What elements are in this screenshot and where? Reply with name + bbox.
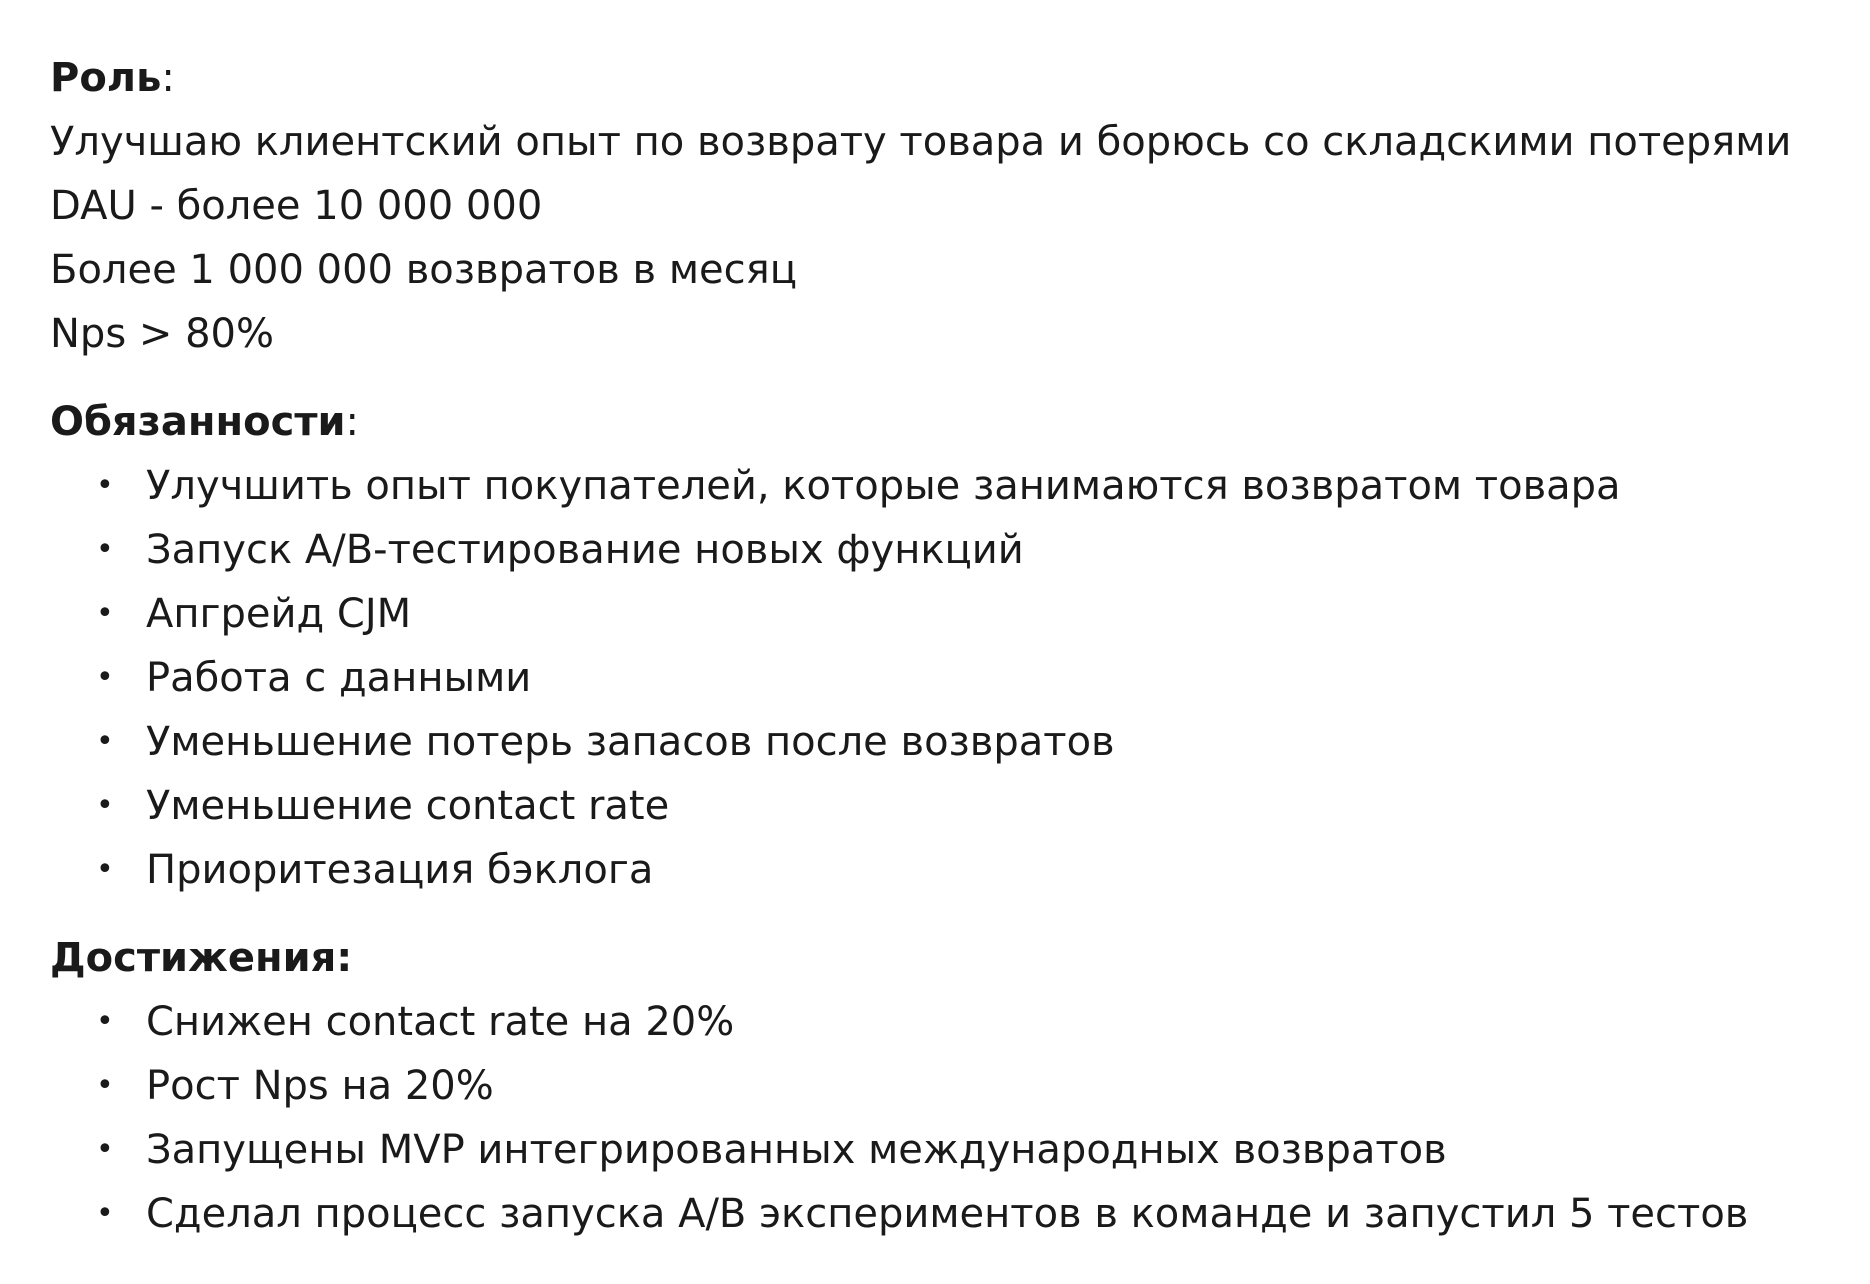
bullet-icon: • — [96, 1196, 114, 1231]
duties-heading — [50, 390, 1850, 454]
list-item-text: Апгрейд CJM — [146, 591, 412, 637]
list-item — [50, 1054, 1850, 1118]
duties-heading-colon: : — [345, 399, 360, 445]
bullet-icon: • — [96, 852, 114, 887]
section-spacer — [50, 366, 1850, 390]
role-line: DAU - более 10 000 000 — [50, 183, 543, 229]
list-item — [50, 838, 1850, 902]
list-item — [50, 646, 1850, 710]
role-line: Более 1 000 000 возвратов в месяц — [50, 247, 797, 293]
list-item-text: Сделал процесс запуска A/B экспериментов в команде и запустил 5 тестов — [146, 1191, 1749, 1237]
list-item — [50, 1182, 1850, 1246]
role-heading-colon: : — [161, 55, 175, 101]
list-item-text: Запущены MVP интегрированных международных возвратов — [146, 1127, 1447, 1173]
bullet-icon: • — [96, 596, 114, 631]
role-section — [50, 46, 1850, 366]
list-item-text: Уменьшение потерь запасов после возвратов — [146, 719, 1115, 765]
bullet-icon: • — [96, 532, 114, 567]
achievements-section — [50, 926, 1850, 1246]
list-item-text: Работа с данными — [146, 655, 532, 701]
achievements-heading — [50, 926, 1850, 990]
list-item — [50, 518, 1850, 582]
list-item-text: Уменьшение contact rate — [146, 783, 670, 829]
bullet-icon: • — [96, 1004, 114, 1039]
role-heading-title: Роль — [50, 55, 162, 101]
bullet-icon: • — [96, 1132, 114, 1167]
section-spacer — [50, 902, 1850, 926]
list-item — [50, 1118, 1850, 1182]
list-item — [50, 710, 1850, 774]
list-item — [50, 454, 1850, 518]
bullet-icon: • — [96, 724, 114, 759]
role-line: Улучшаю клиентский опыт по возврату товара и борюсь со складскими потерями — [50, 119, 1792, 165]
bullet-icon: • — [96, 788, 114, 823]
list-item — [50, 990, 1850, 1054]
achievements-list — [50, 990, 1850, 1246]
list-item-text: Запуск A/B-тестирование новых функций — [146, 527, 1024, 573]
list-item-text: Приоритезация бэклога — [146, 847, 654, 893]
list-item — [50, 582, 1850, 646]
list-item-text: Рост Nps на 20% — [146, 1063, 494, 1109]
bullet-icon: • — [96, 660, 114, 695]
bullet-icon: • — [96, 468, 114, 503]
bullet-icon: • — [96, 1068, 114, 1103]
list-item-text: Снижен contact rate на 20% — [146, 999, 735, 1045]
role-heading — [50, 46, 1850, 110]
achievements-heading-title: Достижения: — [50, 935, 353, 981]
role-line: Nps > 80% — [50, 311, 275, 357]
list-item-text: Улучшить опыт покупателей, которые занимаются возвратом товара — [146, 463, 1621, 509]
list-item — [50, 774, 1850, 838]
duties-section — [50, 390, 1850, 902]
duties-heading-title: Обязанности — [50, 399, 346, 445]
duties-list — [50, 454, 1850, 902]
resume-document — [50, 46, 1850, 1246]
